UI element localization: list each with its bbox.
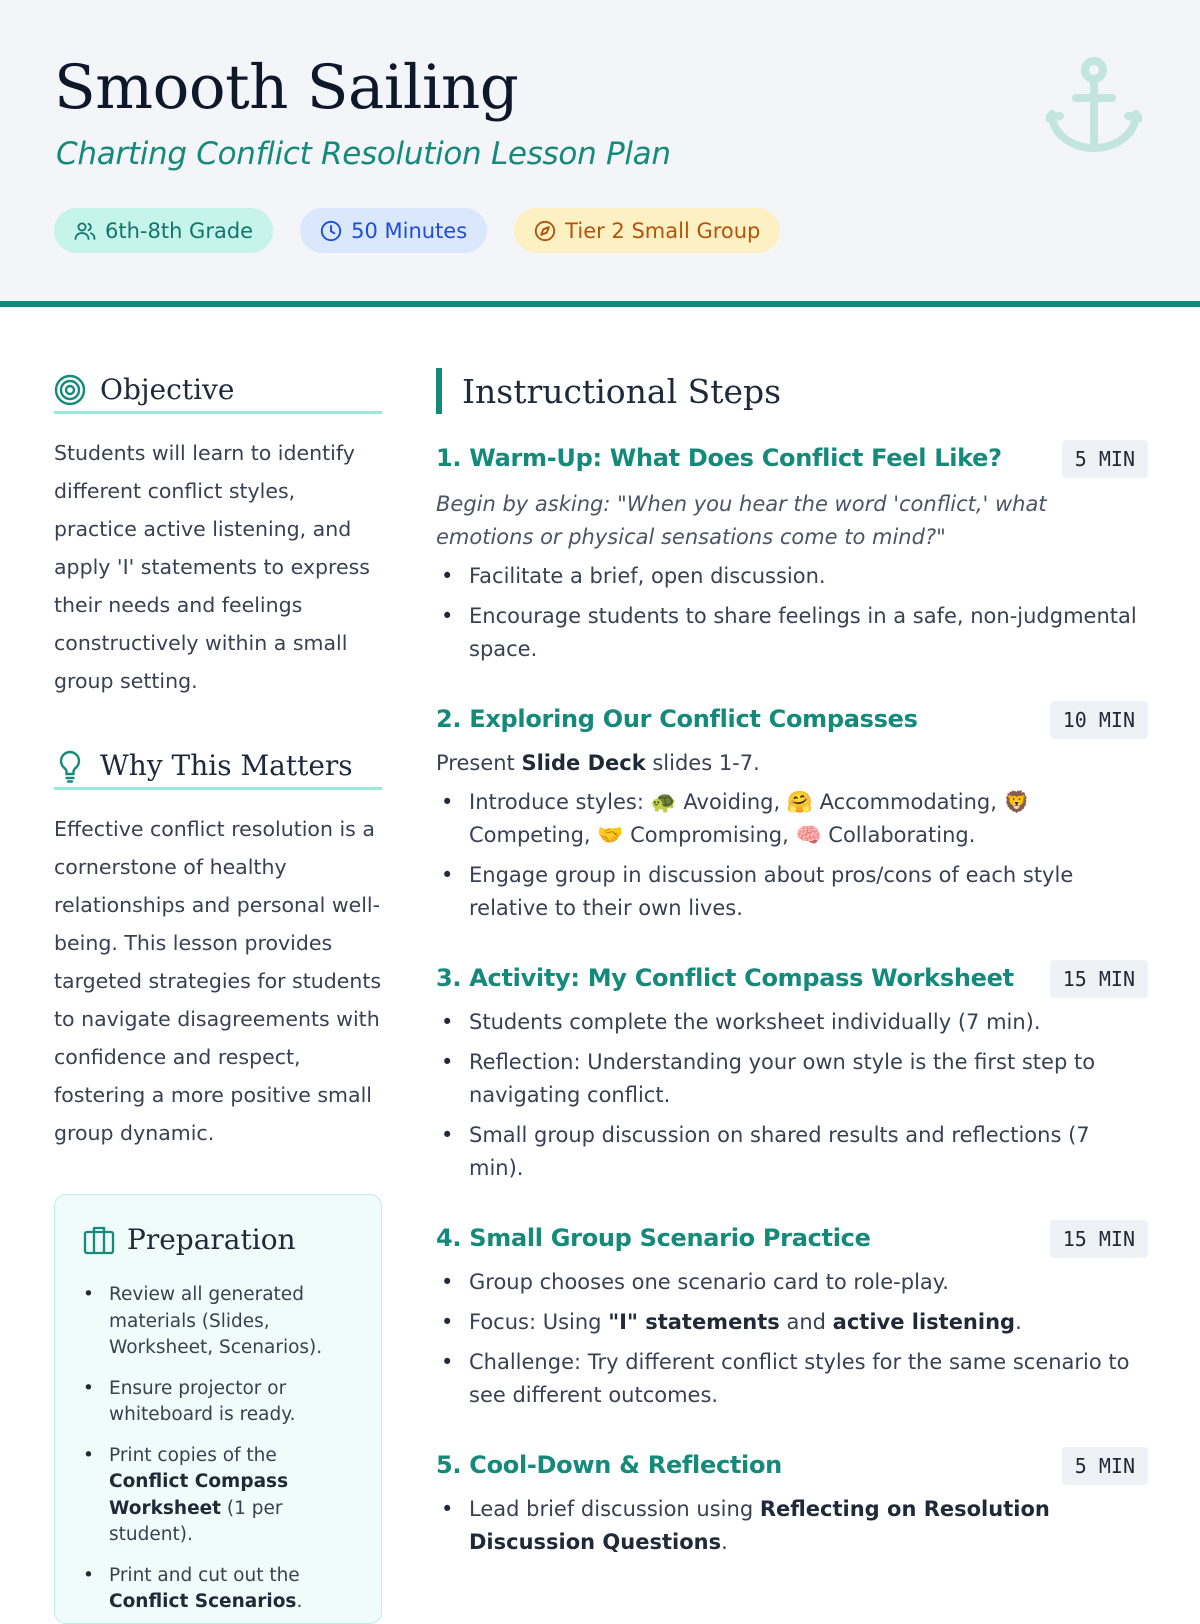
list-item: • Focus: Using "I" statements and active listening. <box>436 1306 1148 1339</box>
list-item: • Lead brief discussion using Reflecting on Resolution Discussion Questions. <box>436 1493 1148 1559</box>
badge-row <box>54 208 807 253</box>
why-title: Why This Matters <box>100 749 353 782</box>
sidebar-column <box>54 368 382 1152</box>
page-title: Smooth Sailing <box>54 52 519 123</box>
step-intro: Begin by asking: "When you hear the word 'conflict,' what emotions or physical sensations come to mind?" <box>436 492 1047 549</box>
anchor-icon <box>1046 56 1142 160</box>
step-2 <box>436 701 1148 925</box>
list-item: • Small group discussion on shared results and reflections (7 min). <box>436 1119 1148 1185</box>
duration-badge <box>300 208 487 253</box>
objective-heading <box>54 368 382 414</box>
step-1 <box>436 440 1148 666</box>
list-item: • Print copies of the Conflict Compass Worksheet (1 per student). <box>83 1443 361 1549</box>
why-heading <box>54 744 382 790</box>
target-icon <box>54 374 86 406</box>
list-item: • Print and cut out the Conflict Scenarios. <box>83 1563 361 1616</box>
lesson-header <box>0 0 1200 307</box>
step-title: 4. Small Group Scenario Practice <box>436 1224 871 1252</box>
step-5 <box>436 1447 1148 1559</box>
list-item: • Review all generated materials (Slides, Worksheet, Scenarios). <box>83 1282 361 1362</box>
preparation-list <box>83 1282 361 1616</box>
duration-badge: 15 MIN <box>1050 1220 1148 1258</box>
step-title: 5. Cool-Down & Reflection <box>436 1451 782 1479</box>
steps-title: Instructional Steps <box>462 371 782 411</box>
clock-icon <box>319 219 343 243</box>
list-item: • Encourage students to share feelings in a safe, non-judgmental space. <box>436 600 1148 666</box>
preparation-heading <box>83 1223 361 1256</box>
list-item: • Ensure projector or whiteboard is ready. <box>83 1376 361 1429</box>
grade-badge-label: 6th-8th Grade <box>105 218 254 243</box>
list-item: • Group chooses one scenario card to role-play. <box>436 1266 1148 1299</box>
lightbulb-icon <box>54 749 86 783</box>
step-4 <box>436 1220 1148 1412</box>
duration-badge: 15 MIN <box>1050 960 1148 998</box>
step-title: 3. Activity: My Conflict Compass Worksheet <box>436 964 1014 992</box>
duration-badge-label: 50 Minutes <box>351 218 468 243</box>
step-intro: Present Slide Deck slides 1-7. <box>436 751 760 775</box>
step-3 <box>436 960 1148 1185</box>
objective-title: Objective <box>100 373 235 406</box>
list-item: • Engage group in discussion about pros/cons of each style relative to their own lives. <box>436 859 1148 925</box>
list-item: • Reflection: Understanding your own style is the first step to navigating conflict. <box>436 1046 1148 1112</box>
why-text: Effective conflict resolution is a cornerstone of healthy relationships and personal well-being. This lesson provides targeted strategies for students to navigate disagreements with confidence and respect, fostering a more positive small group dynamic. <box>54 817 382 1145</box>
duration-badge: 5 MIN <box>1062 440 1148 478</box>
users-icon <box>73 219 97 243</box>
steps-column <box>436 368 1148 1566</box>
duration-badge: 5 MIN <box>1062 1447 1148 1485</box>
grade-badge <box>54 208 273 253</box>
tier-badge-label: Tier 2 Small Group <box>565 218 761 243</box>
preparation-card <box>54 1194 382 1624</box>
list-item: • Facilitate a brief, open discussion. <box>436 560 1148 593</box>
steps-heading <box>436 368 1148 414</box>
preparation-title: Preparation <box>127 1223 296 1256</box>
duration-badge: 10 MIN <box>1050 701 1148 739</box>
list-item: • Students complete the worksheet individually (7 min). <box>436 1006 1148 1039</box>
list-item: • Introduce styles: 🐢 Avoiding, 🤗 Accommodating, 🦁 Competing, 🤝 Compromising, 🧠 Collaborating. <box>436 786 1148 852</box>
compass-icon <box>533 219 557 243</box>
tier-badge <box>514 208 780 253</box>
page-subtitle: Charting Conflict Resolution Lesson Plan <box>56 136 671 172</box>
step-title: 1. Warm-Up: What Does Conflict Feel Like? <box>436 444 1002 472</box>
briefcase-icon <box>83 1225 115 1255</box>
objective-text: Students will learn to identify different conflict styles, practice active listening, and apply 'I' statements to express their needs and feelings constructively within a small group setting. <box>54 441 370 693</box>
step-title: 2. Exploring Our Conflict Compasses <box>436 705 918 733</box>
list-item: • Challenge: Try different conflict styles for the same scenario to see different outcomes. <box>436 1346 1148 1412</box>
